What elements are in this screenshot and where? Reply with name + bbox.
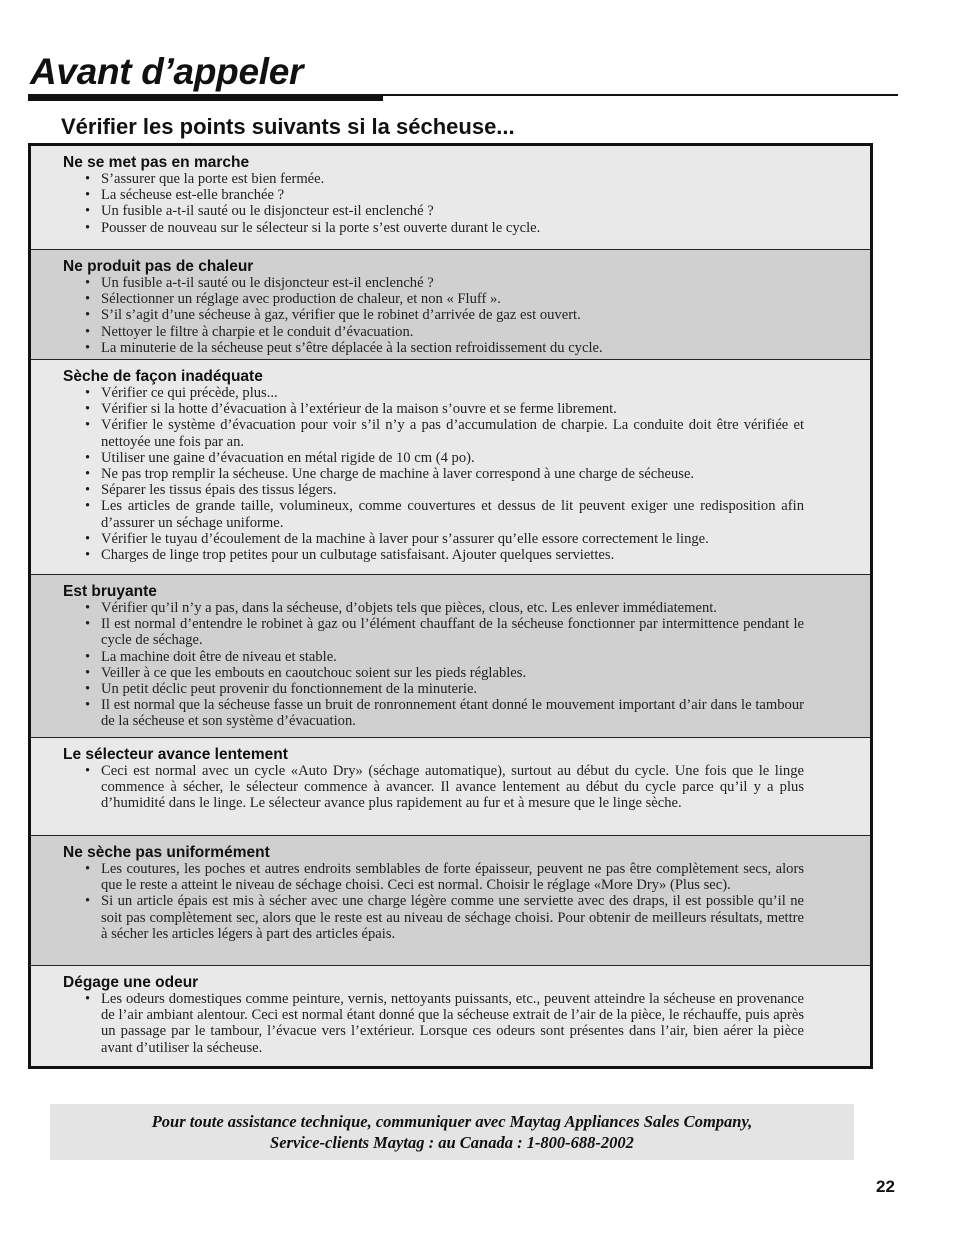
checklist-item: • Nettoyer le filtre à charpie et le conduit d’évacuation. [63,324,804,340]
trouble-section [31,574,870,737]
support-contact-line-1: Pour toute assistance technique, communiquer avec Maytag Appliances Sales Company, [151,1112,753,1131]
checklist-item: • Les coutures, les poches et autres endroits semblables de forte épaisseur, peuvent ne pas être complètement secs, alors que le reste a atteint le niveau de séchage choisi. Ceci est normal. Choisir le réglage «More Dry» (Plus sec). [63,861,804,893]
trouble-section-heading: Est bruyante [63,583,157,600]
trouble-checklist [63,385,804,563]
trouble-section [31,737,870,835]
trouble-checklist [63,991,804,1056]
page-title: Avant d’appeler [30,51,304,92]
trouble-section [31,249,870,359]
checklist-item: • Vérifier qu’il n’y a pas, dans la sécheuse, d’objets tels que pièces, clous, etc. Les enlever immédiatement. [63,600,804,616]
checklist-item: • Ceci est normal avec un cycle «Auto Dry» (séchage automatique), surtout au début du cycle. Une fois que le linge commence à sécher, le sélecteur commence à avancer. Il avance lentement au début du cycle parce qu’il y a plus d’humidité dans le linge. Le sélecteur avance plus rapidement au fur et à mesure que le linge sèche. [63,763,804,812]
checklist-item: • Vérifier si la hotte d’évacuation à l’extérieur de la maison s’ouvre et se ferme librement. [63,401,804,417]
trouble-checklist [63,861,804,942]
trouble-section [31,146,870,249]
trouble-checklist [63,763,804,812]
title-rule-thick [28,94,383,101]
checklist-item: • Utiliser une gaine d’évacuation en métal rigide de 10 cm (4 po). [63,450,804,466]
checklist-item: • Séparer les tissus épais des tissus légers. [63,482,804,498]
checklist-item: • Pousser de nouveau sur le sélecteur si la porte s’est ouverte durant le cycle. [63,220,804,236]
troubleshooting-table [28,143,873,1069]
checklist-item: • Vérifier le système d’évacuation pour voir s’il n’y a pas d’accumulation de charpie. La conduite doit être vérifiée et nettoyée une fois par an. [63,417,804,449]
trouble-section-heading: Le sélecteur avance lentement [63,746,288,763]
trouble-section-heading: Ne sèche pas uniformément [63,844,270,861]
checklist-item: • La machine doit être de niveau et stable. [63,649,804,665]
trouble-section-heading: Sèche de façon inadéquate [63,368,263,385]
trouble-section [31,359,870,574]
checklist-item: • Un petit déclic peut provenir du fonctionnement de la minuterie. [63,681,804,697]
support-contact-line-2: Service-clients Maytag : au Canada : 1-800-688-2002 [270,1133,634,1152]
section-subtitle: Vérifier les points suivants si la sécheuse... [61,114,515,139]
support-contact-box [50,1104,854,1160]
trouble-section [31,965,870,1066]
checklist-item: • Les articles de grande taille, volumineux, comme couvertures et dessus de lit peuvent exiger une redisposition afin d’assurer un séchage uniforme. [63,498,804,530]
trouble-checklist [63,275,804,356]
trouble-checklist [63,171,804,236]
checklist-item: • Charges de linge trop petites pour un culbutage satisfaisant. Ajouter quelques serviettes. [63,547,804,563]
checklist-item: • La minuterie de la sécheuse peut s’être déplacée à la section refroidissement du cycle. [63,340,804,356]
checklist-item: • La sécheuse est-elle branchée ? [63,187,804,203]
checklist-item: • Un fusible a-t-il sauté ou le disjoncteur est-il enclenché ? [63,203,804,219]
trouble-section-heading: Ne se met pas en marche [63,154,250,171]
checklist-item: • Il est normal d’entendre le robinet à gaz ou l’élément chauffant de la sécheuse fonctionner par intermittence pendant le cycle de séchage. [63,616,804,648]
checklist-item: • Ne pas trop remplir la sécheuse. Une charge de machine à laver correspond à une charge de sécheuse. [63,466,804,482]
trouble-checklist [63,600,804,730]
checklist-item: • Les odeurs domestiques comme peinture, vernis, nettoyants puissants, etc., peuvent atteindre la sécheuse en provenance de l’air ambiant alentour. Ceci est normal étant donné que la sécheuse extrait de l’air de la pièce, le réchauffe, puis après un passage par le tambour, l’évacue vers l’extérieur. Lorsque ces odeurs sont présentes dans l’air, bien aérer la pièce avant d’utiliser la sécheuse. [63,991,804,1056]
trouble-section-heading: Ne produit pas de chaleur [63,258,254,275]
page-number: 22 [876,1177,895,1196]
checklist-item: • Un fusible a-t-il sauté ou le disjoncteur est-il enclenché ? [63,275,804,291]
checklist-item: • S’assurer que la porte est bien fermée. [63,171,804,187]
checklist-item: • Vérifier le tuyau d’écoulement de la machine à laver pour s’assurer qu’elle essore correctement le linge. [63,531,804,547]
checklist-item: • Si un article épais est mis à sécher avec une charge légère comme une serviette avec des draps, il est possible qu’il ne soit pas complètement sec, alors que le reste est au niveau de séchage choisi. Pour obtenir de meilleurs résultats, mettre à sécher les articles légers à part des articles épais. [63,893,804,942]
checklist-item: • Sélectionner un réglage avec production de chaleur, et non « Fluff ». [63,291,804,307]
checklist-item: • Vérifier ce qui précède, plus... [63,385,804,401]
trouble-section-heading: Dégage une odeur [63,974,199,991]
trouble-section [31,835,870,965]
checklist-item: • S’il s’agit d’une sécheuse à gaz, vérifier que le robinet d’arrivée de gaz est ouvert. [63,307,804,323]
checklist-item: • Il est normal que la sécheuse fasse un bruit de ronronnement étant donné le mouvement important d’air dans le tambour de la sécheuse et son système d’évacuation. [63,697,804,729]
checklist-item: • Veiller à ce que les embouts en caoutchouc soient sur les pieds réglables. [63,665,804,681]
